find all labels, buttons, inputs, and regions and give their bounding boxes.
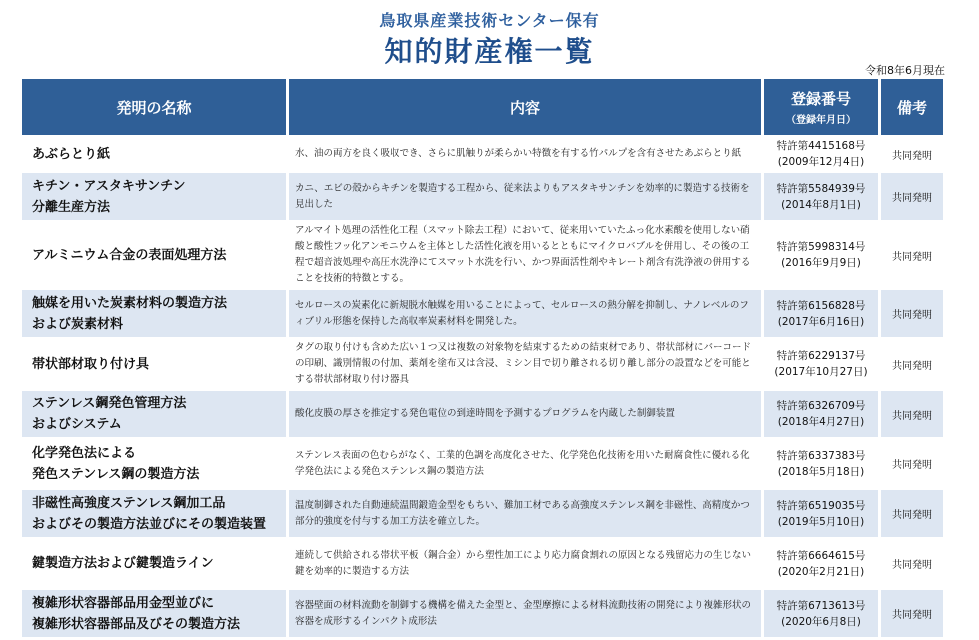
as-of-date: 令和8年6月現在	[865, 64, 945, 77]
registration-date: (2016年9月9日)	[781, 257, 861, 269]
invention-content: 容器壁面の材料流動を制御する機構を備えた金型と、金型摩擦による材料流動技術の開発により複雑形状の容器を成形するインパクト成形法	[289, 590, 761, 637]
table-row	[22, 173, 943, 220]
table-row	[22, 138, 943, 170]
registration-number: 特許第5998314号	[776, 241, 866, 253]
invention-name-line: 触媒を用いた炭素材料の製造方法	[32, 295, 228, 311]
column-header-registration	[764, 79, 878, 135]
registration-number: 特許第6229137号	[776, 350, 866, 362]
invention-name-line: およびその製造方法並びにその製造装置	[32, 516, 267, 532]
registration-number: 特許第6519035号	[776, 499, 866, 512]
invention-content: 温度制御された自動連続温間鍛造金型をもちい、難加工材である高強度ステンレス鋼を非磁性、高精度かつ部分的強度を付与する加工方法を確立した。	[289, 490, 761, 537]
registration-date: (2017年6月16日)	[777, 315, 865, 328]
registration-number: 特許第4415168号	[776, 140, 866, 152]
invention-name	[22, 173, 286, 220]
invention-name-line: 帯状部材取り付け具	[32, 356, 150, 372]
invention-content: ステンレス表面の色むらがなく、工業的色調を高度化させた、化学発色化技術を用いた耐腐食性に優れる化学発色法による発色ステンレス鋼の製造方法	[289, 440, 761, 487]
invention-name	[22, 391, 286, 437]
invention-name-line: ステンレス鋼発色管理方法	[32, 396, 187, 411]
invention-content: タグの取り付けも含めた広い１つ又は複数の対象物を結束するための結束材であり、帯状部材にバーコードの印刷、識別情報の付加、薬剤を塗布又は含浸、ミシン目で切り離される切り離し部分の設置などを可能とする帯状部材取り付け器具	[289, 340, 761, 388]
remarks: 共同発明	[881, 440, 943, 487]
registration-date: (2020年2月21日)	[777, 565, 865, 578]
invention-name	[22, 590, 286, 637]
registration-date: (2009年12月4日)	[777, 156, 865, 168]
invention-name	[22, 223, 286, 287]
remarks: 共同発明	[881, 590, 943, 637]
registration-cell	[764, 590, 878, 637]
registration-cell	[764, 391, 878, 437]
registration-number: 特許第6156828号	[776, 299, 866, 312]
column-header-content: 内容	[289, 79, 761, 135]
invention-name-line: 分離生産方法	[32, 199, 111, 215]
invention-content: セルロースの炭素化に新規脱水触媒を用いることによって、セルロースの熱分解を抑制し、ナノレベルのフィブリル形態を保持した高収率炭素材料を開発した。	[289, 290, 761, 337]
invention-name-line: 化学発色法による	[32, 445, 137, 461]
registration-cell	[764, 340, 878, 388]
page-subtitle: 鳥取県産業技術センター保有	[379, 11, 600, 30]
registration-date: (2019年5月10日)	[777, 515, 865, 528]
column-header-note: 備考	[881, 79, 943, 135]
invention-name-line: 発色ステンレス鋼の製造方法	[32, 466, 200, 482]
table-header-row	[22, 79, 943, 135]
table-row	[22, 490, 943, 537]
remarks: 共同発明	[881, 340, 943, 388]
table-row	[22, 440, 943, 487]
registration-number: 特許第6713613号	[776, 599, 866, 612]
table-row	[22, 223, 943, 287]
page-title: 知的財産権一覧	[384, 35, 595, 68]
invention-name	[22, 440, 286, 487]
registration-cell	[764, 223, 878, 287]
invention-name-line: 複雑形状容器部品及びその製造方法	[32, 616, 241, 632]
invention-name-line: 複雑形状容器部品用金型並びに	[32, 595, 215, 611]
table-row	[22, 590, 943, 637]
registration-cell	[764, 490, 878, 537]
registration-date: (2018年5月18日)	[777, 465, 865, 478]
invention-name-line: および炭素材料	[32, 316, 124, 332]
registration-number: 特許第5584939号	[776, 182, 866, 195]
registration-number: 特許第6337383号	[776, 449, 866, 462]
registration-cell	[764, 440, 878, 487]
remarks: 共同発明	[881, 223, 943, 287]
invention-name-line: キチン・アスタキサンチン	[32, 178, 186, 194]
invention-name-line: およびシステム	[32, 417, 122, 432]
registration-number: 特許第6326709号	[776, 400, 866, 412]
remarks: 共同発明	[881, 391, 943, 437]
column-header-registration-sub: （登録年月日）	[786, 115, 856, 126]
invention-name-line: アルミニウム合金の表面処理方法	[32, 247, 227, 263]
table-row	[22, 540, 943, 587]
registration-date: (2017年10月27日)	[774, 366, 868, 378]
ip-rights-table	[19, 76, 946, 640]
invention-name-line: 鍵製造方法および鍵製造ライン	[32, 556, 214, 571]
registration-number: 特許第6664615号	[776, 549, 866, 562]
invention-name-line: 非磁性高強度ステンレス鋼加工品	[32, 495, 226, 511]
remarks: 共同発明	[881, 540, 943, 587]
registration-date: (2020年6月8日)	[781, 615, 861, 628]
remarks: 共同発明	[881, 290, 943, 337]
invention-content: 酸化皮膜の厚さを推定する発色電位の到達時間を予測するプログラムを内蔵した制御装置	[289, 391, 761, 437]
remarks: 共同発明	[881, 173, 943, 220]
registration-date: (2014年8月1日)	[781, 198, 861, 211]
registration-cell	[764, 138, 878, 170]
registration-cell	[764, 540, 878, 587]
invention-content: アルマイト処理の活性化工程（スマット除去工程）において、従来用いていたふっ化水素酸を使用しない硝酸と酸性フッ化アンモニウムを主体とした活性化液を用いるとともにマイクロバブルを併用し、その後の工程で超音波処理や高圧水洗浄にてスマット水洗を行い、かつ界面活性剤やキレート剤含有洗浄液の併用することを技術的特徴とする。	[289, 223, 761, 287]
column-header-name: 発明の名称	[22, 79, 286, 135]
invention-name	[22, 340, 286, 388]
invention-name	[22, 540, 286, 587]
invention-name	[22, 290, 286, 337]
invention-content: 連続して供給される帯状平板（鋼合金）から塑性加工により応力腐食割れの原因となる残留応力の生じない鍵を効率的に製造する方法	[289, 540, 761, 587]
invention-name	[22, 490, 286, 537]
registration-cell	[764, 290, 878, 337]
table-row	[22, 391, 943, 437]
column-header-registration-label: 登録番号	[790, 90, 851, 108]
invention-content: カニ、エビの殻からキチンを製造する工程から、従来法よりもアスタキサンチンを効率的に製造する技術を見出した	[289, 173, 761, 220]
registration-cell	[764, 173, 878, 220]
registration-date: (2018年4月27日)	[777, 416, 865, 428]
remarks: 共同発明	[881, 138, 943, 170]
invention-content: 水、油の両方を良く吸収でき、さらに肌触りが柔らかい特徴を有する竹パルプを含有させたあぶらとり紙	[289, 138, 761, 170]
invention-name-line: あぶらとり紙	[32, 146, 111, 162]
table-row	[22, 290, 943, 337]
invention-name	[22, 138, 286, 170]
table-row	[22, 340, 943, 388]
remarks: 共同発明	[881, 490, 943, 537]
